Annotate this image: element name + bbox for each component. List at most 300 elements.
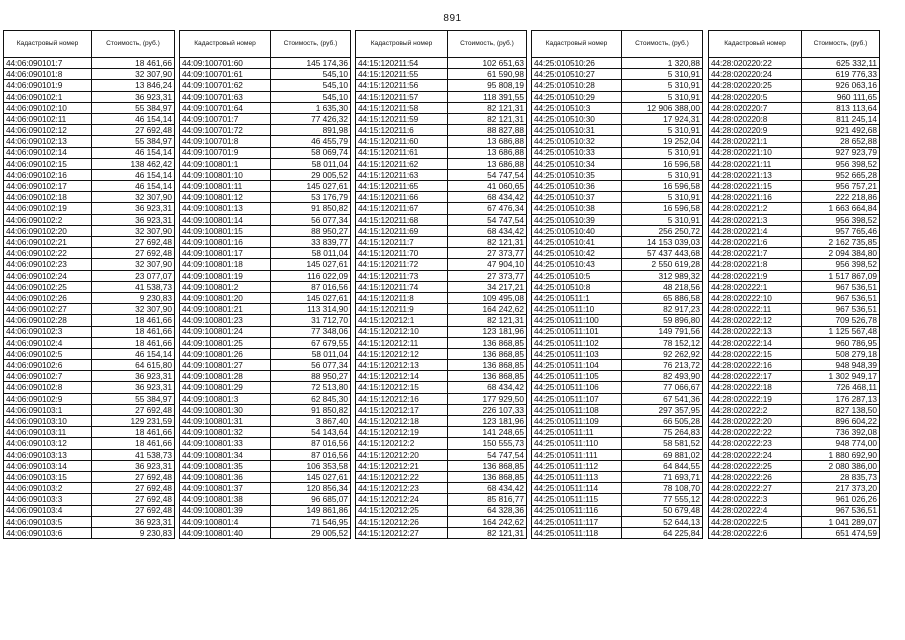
cost-cell: 2 550 619,28 — [622, 259, 703, 270]
cadastral-number-cell: 44:28:020220:24 — [709, 69, 802, 80]
cost-cell: 18 461,66 — [92, 337, 175, 348]
cost-cell: 619 776,33 — [802, 69, 880, 80]
cadastral-number-cell: 44:28:020221:2 — [709, 203, 802, 214]
cost-cell: 16 596,58 — [622, 203, 703, 214]
cost-cell: 54 747,54 — [448, 449, 527, 460]
cost-cell: 87 016,56 — [271, 449, 351, 460]
cost-cell: 18 461,66 — [92, 438, 175, 449]
cadastral-number-cell: 44:25:010511:118 — [532, 527, 622, 538]
cost-cell: 88 950,27 — [271, 371, 351, 382]
cadastral-number-cell: 44:25:010510:30 — [532, 113, 622, 124]
table-row — [709, 416, 880, 427]
cadastral-number-cell: 44:06:090102:27 — [4, 304, 92, 315]
table-row — [180, 393, 351, 404]
cadastral-number-cell: 44:06:090102:15 — [4, 158, 92, 169]
table-row — [4, 404, 175, 415]
table-row — [4, 281, 175, 292]
cadastral-number-cell: 44:06:090102:2 — [4, 214, 92, 225]
cadastral-number-cell: 44:06:090102:25 — [4, 281, 92, 292]
cost-cell: 41 538,73 — [92, 281, 175, 292]
table-row — [4, 516, 175, 527]
cost-cell: 956 398,52 — [802, 259, 880, 270]
cadastral-table-3 — [355, 30, 527, 539]
table-row — [180, 360, 351, 371]
cadastral-number-cell: 44:15:120212:15 — [356, 382, 448, 393]
table-row — [356, 360, 527, 371]
cadastral-number-cell: 44:25:010511:109 — [532, 416, 622, 427]
cadastral-number-cell: 44:28:020222:18 — [709, 382, 802, 393]
table-row — [532, 281, 703, 292]
cost-cell: 145 027,61 — [271, 292, 351, 303]
cadastral-number-cell: 44:06:090103:14 — [4, 460, 92, 471]
cadastral-number-cell: 44:25:010510:36 — [532, 181, 622, 192]
cadastral-number-cell: 44:28:020222:2 — [709, 404, 802, 415]
table-row — [180, 158, 351, 169]
cost-cell: 64 844,55 — [622, 460, 703, 471]
cost-cell: 109 495,08 — [448, 292, 527, 303]
table-row — [356, 113, 527, 124]
cost-cell: 71 546,95 — [271, 516, 351, 527]
table-row — [709, 136, 880, 147]
table-row — [532, 214, 703, 225]
table-row — [356, 404, 527, 415]
cost-cell: 9 230,83 — [92, 292, 175, 303]
cadastral-number-cell: 44:28:020222:19 — [709, 393, 802, 404]
table-row — [356, 292, 527, 303]
cost-cell: 46 154,14 — [92, 169, 175, 180]
cost-cell: 813 113,64 — [802, 102, 880, 113]
cadastral-number-cell: 44:28:020222:14 — [709, 337, 802, 348]
cost-cell: 129 231,59 — [92, 416, 175, 427]
table-row — [180, 460, 351, 471]
cadastral-number-cell: 44:09:100801:31 — [180, 416, 271, 427]
cost-cell: 59 896,80 — [622, 315, 703, 326]
table-row — [709, 113, 880, 124]
cadastral-number-cell: 44:06:090102:12 — [4, 125, 92, 136]
table-row — [4, 147, 175, 158]
table-row — [180, 91, 351, 102]
header-cadastral-number: Кадастровый номер — [532, 31, 622, 58]
table-row — [356, 427, 527, 438]
cost-cell: 141 248,65 — [448, 427, 527, 438]
cost-cell: 5 310,91 — [622, 91, 703, 102]
cost-cell: 164 242,62 — [448, 304, 527, 315]
cadastral-number-cell: 44:25:010510:43 — [532, 259, 622, 270]
cost-cell: 726 468,11 — [802, 382, 880, 393]
cadastral-number-cell: 44:15:120212:2 — [356, 438, 448, 449]
cost-cell: 91 850,82 — [271, 404, 351, 415]
cost-cell: 23 077,07 — [92, 270, 175, 281]
cost-cell: 58 011,04 — [271, 158, 351, 169]
table-row — [356, 348, 527, 359]
cadastral-number-cell: 44:06:090102:11 — [4, 113, 92, 124]
table-row — [4, 136, 175, 147]
cost-cell: 31 712,70 — [271, 315, 351, 326]
cost-cell: 13 686,88 — [448, 147, 527, 158]
table-row — [180, 326, 351, 337]
table-row — [709, 147, 880, 158]
cadastral-number-cell: 44:25:010511:1 — [532, 292, 622, 303]
table-row — [709, 427, 880, 438]
cost-cell: 3 867,40 — [271, 416, 351, 427]
table-row — [709, 80, 880, 91]
table-row — [4, 158, 175, 169]
table-row — [532, 348, 703, 359]
cadastral-number-cell: 44:25:010511:111 — [532, 449, 622, 460]
table-row — [356, 494, 527, 505]
table-row — [356, 505, 527, 516]
table-row — [4, 471, 175, 482]
cadastral-number-cell: 44:15:120212:10 — [356, 326, 448, 337]
cadastral-number-cell: 44:15:120212:19 — [356, 427, 448, 438]
cost-cell: 32 307,90 — [92, 225, 175, 236]
table-row — [356, 225, 527, 236]
cadastral-number-cell: 44:28:020220:22 — [709, 58, 802, 69]
table-row — [356, 203, 527, 214]
cost-cell: 136 868,85 — [448, 371, 527, 382]
table-row — [4, 304, 175, 315]
cost-cell: 76 213,72 — [622, 360, 703, 371]
cost-cell: 46 154,14 — [92, 348, 175, 359]
table-row — [356, 337, 527, 348]
cadastral-number-cell: 44:06:090101:9 — [4, 80, 92, 91]
cadastral-number-cell: 44:25:010510:5 — [532, 270, 622, 281]
table-row — [180, 270, 351, 281]
table-row — [709, 248, 880, 259]
table-row — [180, 416, 351, 427]
cost-cell: 82 121,31 — [448, 315, 527, 326]
cost-cell: 82 121,31 — [448, 102, 527, 113]
table-row — [709, 192, 880, 203]
cadastral-number-cell: 44:28:020221:9 — [709, 270, 802, 281]
cost-cell: 78 108,70 — [622, 483, 703, 494]
table-row — [180, 181, 351, 192]
cadastral-number-cell: 44:06:090103:3 — [4, 494, 92, 505]
cost-cell: 5 310,91 — [622, 125, 703, 136]
table-row — [709, 438, 880, 449]
cadastral-number-cell: 44:25:010510:37 — [532, 192, 622, 203]
cost-cell: 36 923,31 — [92, 516, 175, 527]
table-row — [4, 527, 175, 538]
cost-cell: 545,10 — [271, 91, 351, 102]
table-row — [709, 292, 880, 303]
cost-cell: 960 111,65 — [802, 91, 880, 102]
table-row — [180, 516, 351, 527]
table-row — [709, 203, 880, 214]
table-row — [532, 225, 703, 236]
cost-cell: 58 011,04 — [271, 248, 351, 259]
cost-cell: 88 950,27 — [271, 225, 351, 236]
cadastral-number-cell: 44:15:120211:72 — [356, 259, 448, 270]
cadastral-number-cell: 44:15:120211:60 — [356, 136, 448, 147]
table-row — [356, 214, 527, 225]
cadastral-number-cell: 44:09:100801:39 — [180, 505, 271, 516]
cadastral-number-cell: 44:09:100801:12 — [180, 192, 271, 203]
cost-cell: 508 279,18 — [802, 348, 880, 359]
cadastral-number-cell: 44:28:020222:1 — [709, 281, 802, 292]
table-row — [4, 505, 175, 516]
table-row — [709, 449, 880, 460]
cadastral-number-cell: 44:06:090103:13 — [4, 449, 92, 460]
cost-cell: 625 332,11 — [802, 58, 880, 69]
table-row — [709, 91, 880, 102]
header-cost: Стоимость, (руб.) — [448, 31, 527, 58]
cadastral-number-cell: 44:09:100801:35 — [180, 460, 271, 471]
table-row — [709, 494, 880, 505]
cost-cell: 12 906 388,00 — [622, 102, 703, 113]
cost-cell: 36 923,31 — [92, 91, 175, 102]
table-row — [709, 102, 880, 113]
cost-cell: 1 517 867,09 — [802, 270, 880, 281]
cost-cell: 55 384,97 — [92, 102, 175, 113]
cost-cell: 1 663 664,84 — [802, 203, 880, 214]
table-row — [709, 259, 880, 270]
cost-cell: 5 310,91 — [622, 192, 703, 203]
table-row — [532, 203, 703, 214]
table-row — [180, 438, 351, 449]
cadastral-number-cell: 44:25:010510:31 — [532, 125, 622, 136]
cadastral-number-cell: 44:28:020221:15 — [709, 181, 802, 192]
table-row — [180, 113, 351, 124]
cadastral-number-cell: 44:06:090102:4 — [4, 337, 92, 348]
cadastral-number-cell: 44:28:020222:20 — [709, 416, 802, 427]
cost-cell: 896 604,22 — [802, 416, 880, 427]
cost-cell: 53 176,79 — [271, 192, 351, 203]
cadastral-number-cell: 44:25:010510:34 — [532, 158, 622, 169]
table-row — [4, 438, 175, 449]
cost-cell: 27 373,77 — [448, 248, 527, 259]
cost-cell: 82 493,90 — [622, 371, 703, 382]
table-row — [4, 382, 175, 393]
cadastral-number-cell: 44:25:010511:108 — [532, 404, 622, 415]
cost-cell: 27 692,48 — [92, 237, 175, 248]
table-row — [356, 102, 527, 113]
cadastral-number-cell: 44:09:100801:4 — [180, 516, 271, 527]
table-row — [4, 292, 175, 303]
cost-cell: 960 786,95 — [802, 337, 880, 348]
cost-cell: 91 850,82 — [271, 203, 351, 214]
table-row — [4, 214, 175, 225]
cadastral-number-cell: 44:25:010511:11 — [532, 427, 622, 438]
cost-cell: 956 398,52 — [802, 214, 880, 225]
cost-cell: 87 016,56 — [271, 438, 351, 449]
cadastral-number-cell: 44:06:090102:9 — [4, 393, 92, 404]
table-row — [709, 326, 880, 337]
table-row — [4, 58, 175, 69]
cost-cell: 123 181,96 — [448, 416, 527, 427]
cost-cell: 312 989,32 — [622, 270, 703, 281]
cadastral-number-cell: 44:15:120212:21 — [356, 460, 448, 471]
cadastral-number-cell: 44:28:020221:1 — [709, 136, 802, 147]
cadastral-number-cell: 44:15:120211:59 — [356, 113, 448, 124]
cadastral-number-cell: 44:15:120211:57 — [356, 91, 448, 102]
cost-cell: 92 262,92 — [622, 348, 703, 359]
table-row — [4, 360, 175, 371]
cost-cell: 1 880 692,90 — [802, 449, 880, 460]
cadastral-number-cell: 44:15:120211:63 — [356, 169, 448, 180]
table-row — [356, 69, 527, 80]
cadastral-number-cell: 44:28:020222:23 — [709, 438, 802, 449]
table-row — [709, 181, 880, 192]
cadastral-number-cell: 44:06:090102:19 — [4, 203, 92, 214]
cost-cell: 120 856,34 — [271, 483, 351, 494]
table-row — [180, 315, 351, 326]
table-row — [532, 113, 703, 124]
table-row — [356, 58, 527, 69]
cost-cell: 17 924,31 — [622, 113, 703, 124]
cost-cell: 58 581,52 — [622, 438, 703, 449]
cadastral-number-cell: 44:25:010510:39 — [532, 214, 622, 225]
cadastral-number-cell: 44:28:020222:27 — [709, 483, 802, 494]
cost-cell: 136 868,85 — [448, 460, 527, 471]
cadastral-number-cell: 44:28:020221:4 — [709, 225, 802, 236]
header-cadastral-number: Кадастровый номер — [356, 31, 448, 58]
table-row — [180, 483, 351, 494]
table-row — [4, 348, 175, 359]
cost-cell: 82 121,31 — [448, 237, 527, 248]
cost-cell: 67 541,36 — [622, 393, 703, 404]
table-row — [4, 181, 175, 192]
cadastral-number-cell: 44:15:120212:25 — [356, 505, 448, 516]
cadastral-number-cell: 44:06:090102:21 — [4, 237, 92, 248]
table-row — [4, 494, 175, 505]
cost-cell: 927 923,79 — [802, 147, 880, 158]
table-row — [180, 371, 351, 382]
cost-cell: 136 868,85 — [448, 360, 527, 371]
cadastral-number-cell: 44:06:090103:12 — [4, 438, 92, 449]
table-row — [709, 281, 880, 292]
table-row — [532, 147, 703, 158]
table-row — [709, 393, 880, 404]
table-row — [532, 169, 703, 180]
cadastral-number-cell: 44:25:010511:103 — [532, 348, 622, 359]
table-row — [532, 427, 703, 438]
table-row — [532, 460, 703, 471]
table-row — [356, 281, 527, 292]
table-row — [4, 237, 175, 248]
cadastral-number-cell: 44:28:020222:3 — [709, 494, 802, 505]
cadastral-number-cell: 44:06:090102:7 — [4, 371, 92, 382]
cost-cell: 116 022,09 — [271, 270, 351, 281]
cost-cell: 36 923,31 — [92, 214, 175, 225]
cadastral-number-cell: 44:15:120212:23 — [356, 483, 448, 494]
table-row — [709, 158, 880, 169]
table-row — [709, 527, 880, 538]
cost-cell: 48 218,56 — [622, 281, 703, 292]
cost-cell: 55 384,97 — [92, 136, 175, 147]
cadastral-table-2 — [179, 30, 351, 539]
cost-cell: 9 230,83 — [92, 527, 175, 538]
cadastral-number-cell: 44:25:010510:40 — [532, 225, 622, 236]
table-row — [709, 404, 880, 415]
table-row — [356, 438, 527, 449]
cadastral-number-cell: 44:25:010511:110 — [532, 438, 622, 449]
cost-cell: 32 307,90 — [92, 259, 175, 270]
cadastral-number-cell: 44:15:120211:67 — [356, 203, 448, 214]
cadastral-number-cell: 44:28:020221:3 — [709, 214, 802, 225]
cost-cell: 1 125 567,48 — [802, 326, 880, 337]
cost-cell: 13 846,24 — [92, 80, 175, 91]
cadastral-number-cell: 44:09:100801:3 — [180, 393, 271, 404]
cost-cell: 136 868,85 — [448, 337, 527, 348]
table-row — [532, 393, 703, 404]
table-row — [532, 527, 703, 538]
cadastral-number-cell: 44:25:010511:117 — [532, 516, 622, 527]
cost-cell: 56 077,34 — [271, 214, 351, 225]
cadastral-number-cell: 44:06:090102:23 — [4, 259, 92, 270]
table-row — [356, 158, 527, 169]
table-row — [709, 460, 880, 471]
cadastral-number-cell: 44:15:120211:61 — [356, 147, 448, 158]
cost-cell: 967 536,51 — [802, 304, 880, 315]
cadastral-number-cell: 44:09:100701:64 — [180, 102, 271, 113]
cost-cell: 67 679,55 — [271, 337, 351, 348]
table-row — [180, 169, 351, 180]
cost-cell: 967 536,51 — [802, 505, 880, 516]
cost-cell: 18 461,66 — [92, 315, 175, 326]
cadastral-number-cell: 44:06:090102:10 — [4, 102, 92, 113]
table-row — [709, 58, 880, 69]
cost-cell: 118 391,55 — [448, 91, 527, 102]
cadastral-number-cell: 44:28:020221:8 — [709, 259, 802, 270]
cost-cell: 82 121,31 — [448, 527, 527, 538]
cadastral-number-cell: 44:28:020222:4 — [709, 505, 802, 516]
cadastral-number-cell: 44:06:090103:15 — [4, 471, 92, 482]
cost-cell: 736 392,08 — [802, 427, 880, 438]
cadastral-number-cell: 44:06:090102:26 — [4, 292, 92, 303]
cost-cell: 27 692,48 — [92, 483, 175, 494]
cadastral-table-5 — [708, 30, 880, 539]
cadastral-number-cell: 44:09:100801:1 — [180, 158, 271, 169]
cadastral-number-cell: 44:25:010510:26 — [532, 58, 622, 69]
cost-cell: 177 929,50 — [448, 393, 527, 404]
cadastral-number-cell: 44:25:010511:115 — [532, 494, 622, 505]
cost-cell: 27 692,48 — [92, 404, 175, 415]
cost-cell: 64 615,80 — [92, 360, 175, 371]
table-row — [180, 505, 351, 516]
table-row — [532, 136, 703, 147]
cost-cell: 145 027,61 — [271, 181, 351, 192]
table-row — [4, 371, 175, 382]
cost-cell: 46 455,79 — [271, 136, 351, 147]
cost-cell: 32 307,90 — [92, 69, 175, 80]
cadastral-number-cell: 44:09:100801:37 — [180, 483, 271, 494]
table-row — [532, 416, 703, 427]
cost-cell: 956 398,52 — [802, 158, 880, 169]
cost-cell: 69 881,02 — [622, 449, 703, 460]
cost-cell: 709 526,78 — [802, 315, 880, 326]
cost-cell: 29 005,52 — [271, 527, 351, 538]
cadastral-number-cell: 44:09:100701:8 — [180, 136, 271, 147]
table-row — [180, 80, 351, 91]
cost-cell: 58 069,74 — [271, 147, 351, 158]
table-row — [356, 382, 527, 393]
table-row — [356, 393, 527, 404]
cadastral-number-cell: 44:15:120212:27 — [356, 527, 448, 538]
cadastral-number-cell: 44:28:020220:5 — [709, 91, 802, 102]
table-row — [356, 449, 527, 460]
table-row — [532, 382, 703, 393]
cost-cell: 34 217,21 — [448, 281, 527, 292]
cadastral-number-cell: 44:28:020222:22 — [709, 427, 802, 438]
header-cost: Стоимость, (руб.) — [271, 31, 351, 58]
cost-cell: 136 868,85 — [448, 348, 527, 359]
cadastral-number-cell: 44:06:090102:3 — [4, 326, 92, 337]
cost-cell: 136 868,85 — [448, 471, 527, 482]
cadastral-number-cell: 44:25:010510:28 — [532, 80, 622, 91]
cadastral-number-cell: 44:06:090103:1 — [4, 404, 92, 415]
table-row — [180, 494, 351, 505]
